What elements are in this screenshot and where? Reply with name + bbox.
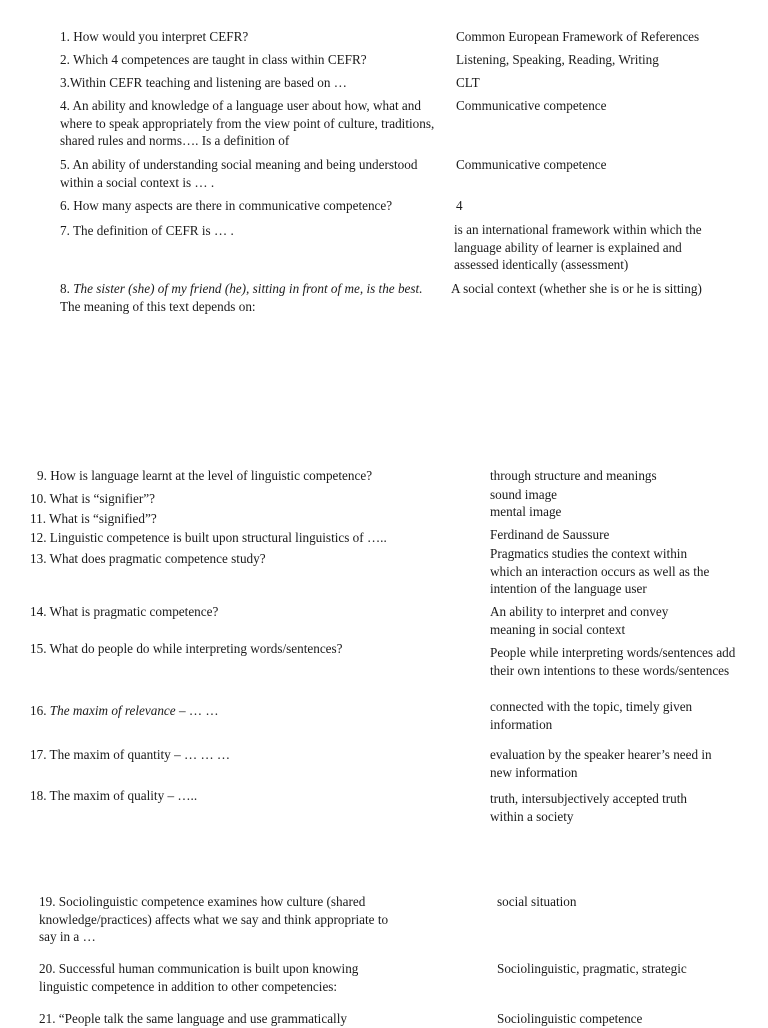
question-16-number: 16. (30, 703, 50, 718)
question-7: 7. The definition of CEFR is … . (60, 223, 234, 238)
answer-17: evaluation by the speaker hearer’s need in new information (490, 747, 712, 780)
question-18: 18. The maxim of quality – ….. (30, 788, 198, 803)
answer-9: through structure and meanings (490, 468, 657, 483)
question-16 (30, 702, 460, 720)
question-15: 15. What do people do while interpreting words/sentences? (30, 641, 343, 656)
question-20: 20. Successful human communication is built upon knowing linguistic competence in addition to other competencies: (39, 961, 359, 994)
question-17: 17. The maxim of quantity – … … … (30, 747, 231, 762)
answer-5: Communicative competence (456, 157, 607, 172)
answer-6: 4 (456, 198, 463, 213)
answer-14: An ability to interpret and convey meaning in social context (490, 604, 669, 637)
answer-18: truth, intersubjectively accepted truth within a society (490, 791, 688, 824)
question-14: 14. What is pragmatic competence? (30, 604, 219, 619)
answer-11: mental image (490, 504, 562, 519)
answer-21: Sociolinguistic competence (497, 1011, 643, 1026)
answer-12: Ferdinand de Saussure (490, 527, 610, 542)
question-3: 3.Within CEFR teaching and listening are based on … (60, 75, 347, 90)
question-8-example-sentence: The sister (she) of my friend (he), sitting in front of me, is the best. (73, 281, 423, 296)
answer-1: Common European Framework of References (456, 29, 700, 44)
answer-16: connected with the topic, timely given information (490, 699, 693, 732)
question-12: 12. Linguistic competence is built upon structural linguistics of ….. (30, 530, 387, 545)
question-2: 2. Which 4 competences are taught in class within CEFR? (60, 52, 367, 67)
answer-19: social situation (497, 894, 577, 909)
answer-8: A social context (whether she is or he is sitting) (451, 281, 702, 296)
question-1: 1. How would you interpret CEFR? (60, 29, 249, 44)
question-11: 11. What is “signified”? (30, 511, 157, 526)
question-19: 19. Sociolinguistic competence examines how culture (shared knowledge/practices) affects what we say and think appropriate to say in a … (39, 894, 389, 944)
answer-4: Communicative competence (456, 98, 607, 113)
question-8 (60, 280, 435, 315)
question-10: 10. What is “signifier”? (30, 491, 155, 506)
answer-7: is an international framework within which the language ability of learner is explained and assessed identically (assessment) (454, 222, 702, 272)
answer-10: sound image (490, 487, 558, 502)
question-9: 9. How is language learnt at the level of linguistic competence? (37, 468, 373, 483)
answer-3: CLT (456, 75, 480, 90)
question-8-number: 8. (60, 281, 74, 296)
question-16-maxim-name: The maxim of relevance (49, 703, 176, 718)
question-13: 13. What does pragmatic competence study? (30, 551, 266, 566)
question-21: 21. “People talk the same language and use grammatically (39, 1011, 347, 1026)
question-8-rest: The meaning of this text depends on: (60, 298, 256, 314)
answer-2: Listening, Speaking, Reading, Writing (456, 52, 659, 67)
question-5: 5. An ability of understanding social meaning and being understood within a social context is … . (60, 157, 418, 190)
question-6: 6. How many aspects are there in communicative competence? (60, 198, 393, 213)
question-16-rest: – … … (175, 703, 219, 718)
question-4: 4. An ability and knowledge of a language user about how, what and where to speak appropriately from the view point of culture, traditions, shared rules and norms…. Is a definition of (60, 98, 435, 148)
answer-20: Sociolinguistic, pragmatic, strategic (497, 961, 687, 976)
answer-15: People while interpreting words/sentences add their own intentions to these words/sentences (490, 645, 736, 678)
answer-13: Pragmatics studies the context within which an interaction occurs as well as the intention of the language user (490, 546, 710, 596)
